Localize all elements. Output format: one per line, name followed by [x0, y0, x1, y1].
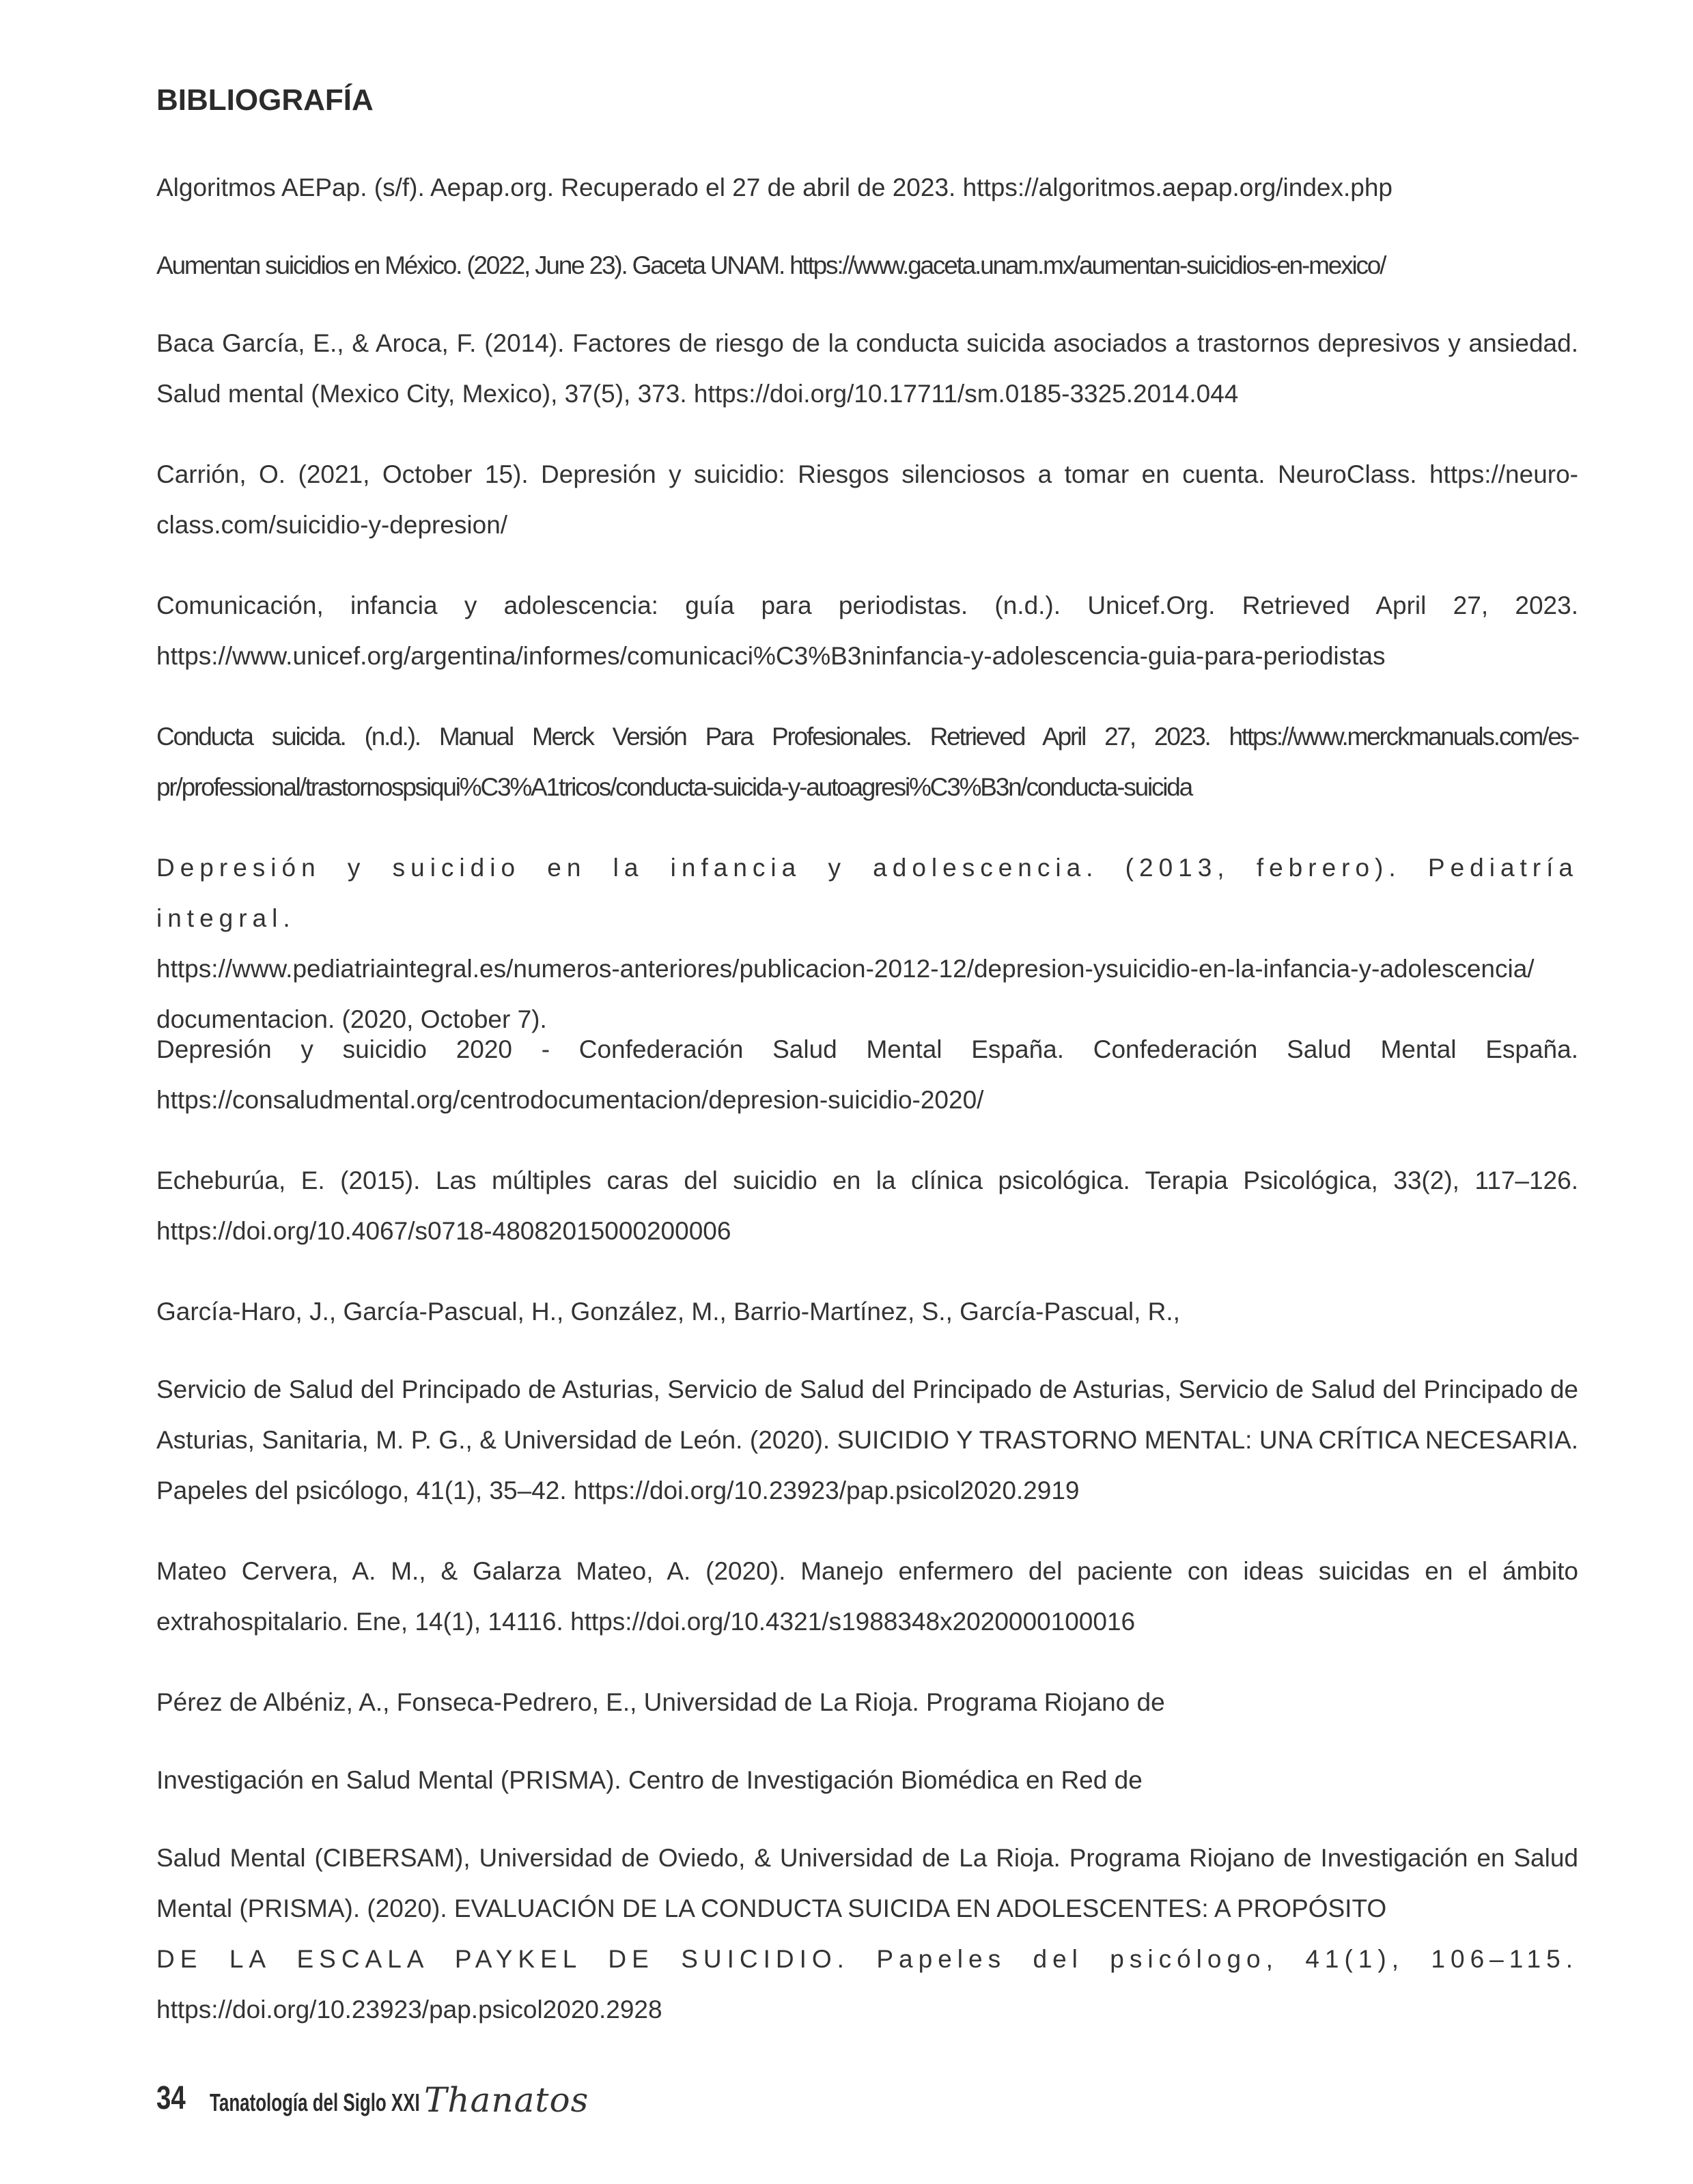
reference-url: https://doi.org/10.23923/pap.psicol2020.2928 [156, 1996, 662, 2024]
reference-text: Salud Mental (CIBERSAM), Universidad de Oviedo, & Universidad de La Rioja. Programa Riojano de Investigación en Salud Mental (PRISMA). (2020). EVALUACIÓN DE LA CONDUCTA SUICIDA EN ADOLESCENTES: A PROPÓSITO [156, 1844, 1578, 1922]
reference-entry: Servicio de Salud del Principado de Asturias, Servicio de Salud del Principado de Asturias, Servicio de Salud del Principado de Asturias, Sanitaria, M. P. G., & Universidad de León. (2020). SUICIDIO Y TRASTORNO MENTAL: UNA CRÍTICA NECESARIA. Papeles del psicólogo, 41(1), 35–42. https://doi.org/10.23923/pap.psicol2020.2919 [156, 1375, 1578, 1504]
thanatos-logo: Thanatos [424, 2080, 589, 2120]
page-heading: BIBLIOGRAFÍA [156, 83, 374, 117]
reference-entry: Investigación en Salud Mental (PRISMA). Centro de Investigación Biomédica en Red de [156, 1766, 1143, 1794]
page-footer [156, 2069, 589, 2120]
reference-wide-line: DE LA ESCALA PAYKEL DE SUICIDIO. Papeles del psicólogo, 41(1), 106–115. [156, 1945, 1578, 1973]
reference-entry [156, 1833, 1578, 2035]
reference-entry [156, 843, 1578, 1045]
page-number: 34 [156, 2080, 186, 2116]
reference-entry: Mateo Cervera, A. M., & Galarza Mateo, A. (2020). Manejo enfermero del paciente con ideas suicidas en el ámbito extrahospitalario. Ene, 14(1), 14116. https://doi.org/10.4321/s1988348x2020000100016 [156, 1557, 1578, 1636]
reference-entry: Algoritmos AEPap. (s/f). Aepap.org. Recuperado el 27 de abril de 2023. https://algoritmos.aepap.org/index.php [156, 173, 1393, 201]
publication-title: Tanatología del Siglo XXI [210, 2088, 420, 2116]
reference-entry: Echeburúa, E. (2015). Las múltiples caras del suicidio en la clínica psicológica. Terapia Psicológica, 33(2), 117–126. https://doi.org/10.4067/s0718-48082015000200006 [156, 1166, 1578, 1245]
reference-entry: Depresión y suicidio 2020 - Confederación Salud Mental España. Confederación Salud Mental España. https://consaludmental.org/centrodocumentacion/depresion-suicidio-2020/ [156, 1035, 1578, 1114]
reference-entry: García-Haro, J., García-Pascual, H., González, M., Barrio-Martínez, S., García-Pascual, R., [156, 1298, 1180, 1326]
reference-entry: Comunicación, infancia y adolescencia: guía para periodistas. (n.d.). Unicef.Org. Retrieved April 27, 2023. https://www.unicef.org/argentina/informes/comunicaci%C3%B3ninfancia-y-adolescencia-guia-para-periodistas [156, 591, 1578, 670]
reference-url: https://www.pediatriaintegral.es/numeros-anteriores/publicacion-2012-12/depresion-ysuicidio-en-la-infancia-y-adolescencia/ documentacion. (2020, October 7). [156, 955, 1535, 1033]
reference-entry: Baca García, E., & Aroca, F. (2014). Factores de riesgo de la conducta suicida asociados a trastornos depresivos y ansiedad. Salud mental (Mexico City, Mexico), 37(5), 373. https://doi.org/10.17711/sm.0185-3325.2014.044 [156, 329, 1578, 408]
reference-entry: Carrión, O. (2021, October 15). Depresión y suicidio: Riesgos silenciosos a tomar en cuenta. NeuroClass. https://neuro-class.com/suicidio-y-depresion/ [156, 460, 1578, 539]
reference-entry: Aumentan suicidios en México. (2022, June 23). Gaceta UNAM. https://www.gaceta.unam.mx/aumentan-suicidios-en-mexico/ [156, 251, 1386, 279]
reference-wide-line: Depresión y suicidio en la infancia y adolescencia. (2013, febrero). Pediatría integral. [156, 854, 1578, 932]
reference-entry: Pérez de Albéniz, A., Fonseca-Pedrero, E., Universidad de La Rioja. Programa Riojano de [156, 1688, 1165, 1716]
reference-entry: Conducta suicida. (n.d.). Manual Merck Versión Para Profesionales. Retrieved April 27, 2023. https://www.merckmanuals.com/es-pr/professional/trastornospsiqui%C3%A1tricos/conducta-suicida-y-autoagresi%C3%B3n/conducta-suicida [156, 723, 1578, 801]
